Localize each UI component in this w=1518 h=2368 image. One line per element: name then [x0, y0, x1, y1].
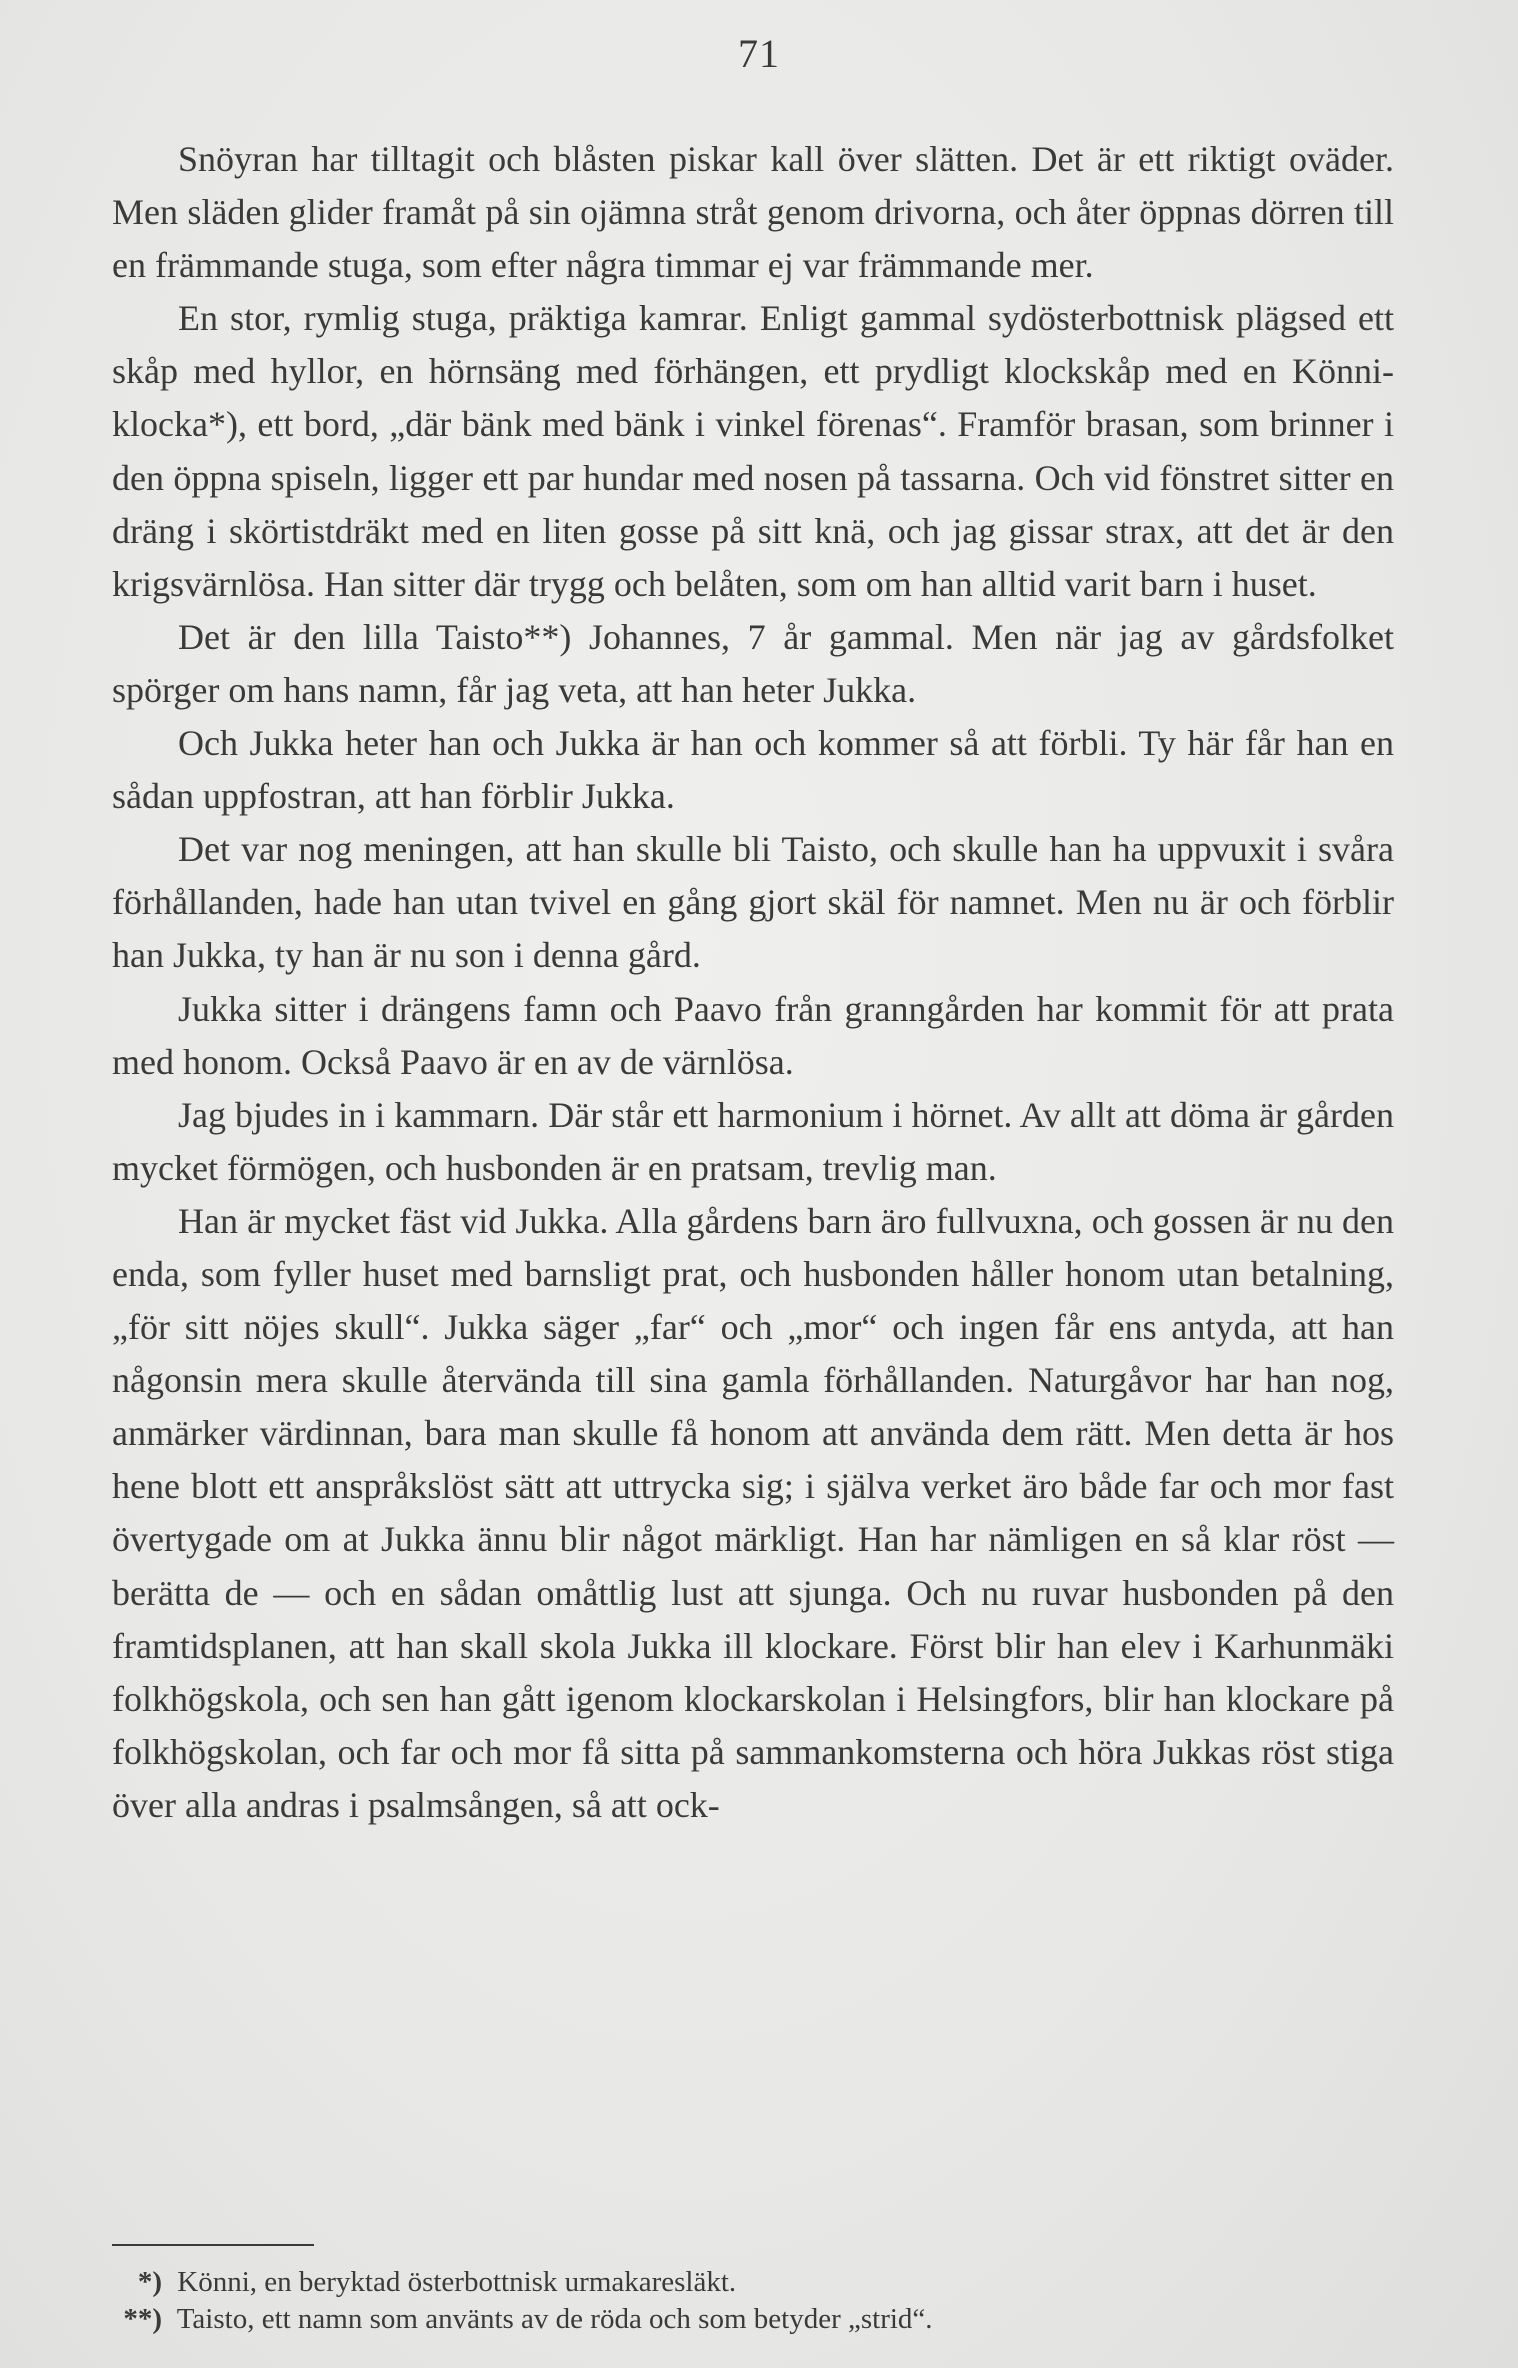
paragraph: En stor, rymlig stuga, präktiga kamrar. Enligt gammal sydösterbottnisk plägsed ett skåp med hyllor, en hörnsäng med förhängen, ett prydligt klockskåp med en Könni-klocka*), ett bord, „där bänk med bänk i vinkel förenas“. Framför brasan, som brinner i den öppna spiseln, ligger ett par hundar med nosen på tassarna. Och vid fönstret sitter en dräng i skörtistdräkt med en liten gosse på sitt knä, och jag gissar strax, att det är den krigsvärnlösa. Han sitter där trygg och belåten, som om han alltid varit barn i huset. — [112, 298, 1394, 604]
footnote-marker: *) — [137, 2266, 162, 2298]
paragraph: Snöyran har tilltagit och blåsten piskar kall över slätten. Det är ett riktigt oväder. Men släden glider framåt på sin ojämna stråt genom drivorna, och åter öppnas dörren till en främmande stuga, som efter några timmar ej var främmande mer. — [112, 139, 1394, 286]
paragraph: Jag bjudes in i kammarn. Där står ett harmonium i hörnet. Av allt att döma är gården mycket förmögen, och husbonden är en pratsam, trevlig man. — [112, 1094, 1394, 1188]
paragraph: Jukka sitter i drängens famn och Paavo från granngården har kommit för att prata med honom. Också Paavo är en av de värnlösa. — [112, 988, 1394, 1082]
footnote — [112, 2301, 1394, 2338]
footnote-text: Taisto, ett namn som använts av de röda och som betyder „strid“. — [176, 2303, 933, 2335]
paragraph: Det är den lilla Taisto**) Johannes, 7 år gammal. Men när jag av gårdsfolket spörger om hans namn, får jag veta, att han heter Jukka. — [112, 616, 1394, 710]
page-number: 71 — [738, 31, 780, 76]
footnote-marker: **) — [123, 2303, 162, 2335]
footnote — [112, 2264, 1394, 2301]
body-text — [112, 133, 1394, 1832]
footnote-divider — [112, 2244, 314, 2246]
footnotes — [112, 2264, 1394, 2338]
paragraph: Det var nog meningen, att han skulle bli Taisto, och skulle han ha uppvuxit i svåra förhållanden, hade han utan tvivel en gång gjort skäl för namnet. Men nu är och förblir han Jukka, ty han är nu son i denna gård. — [112, 829, 1394, 976]
paragraph: Och Jukka heter han och Jukka är han och kommer så att förbli. Ty här får han en sådan uppfostran, att han förblir Jukka. — [112, 723, 1394, 817]
footnote-text: Könni, en beryktad österbottnisk urmakaresläkt. — [177, 2266, 737, 2298]
paragraph: Han är mycket fäst vid Jukka. Alla gårdens barn äro fullvuxna, och gossen är nu den enda, som fyller huset med barnsligt prat, och husbonden håller honom utan betalning, „för sitt nöjes skull“. Jukka säger „far“ och „mor“ och ingen får ens antyda, att han någonsin mera skulle återvända till sina gamla förhållanden. Naturgåvor har han nog, anmärker värdinnan, bara man skulle få honom att använda dem rätt. Men detta är hos hene blott ett anspråkslöst sätt att uttrycka sig; i själva verket äro både far och mor fast övertygade om at Jukka ännu blir något märkligt. Han har nämligen en så klar röst — berätta de — och en sådan omåttlig lust att sjunga. Och nu ruvar husbonden på den framtidsplanen, att han skall skola Jukka ill klockare. Först blir han elev i Karhunmäki folkhögskola, och sen han gått igenom klockarskolan i Helsingfors, blir han klockare på folkhögskolan, och far och mor få sitta på sammankomsterna och höra Jukkas röst stiga över alla andras i psalmsången, så att ock- — [112, 1200, 1394, 1825]
